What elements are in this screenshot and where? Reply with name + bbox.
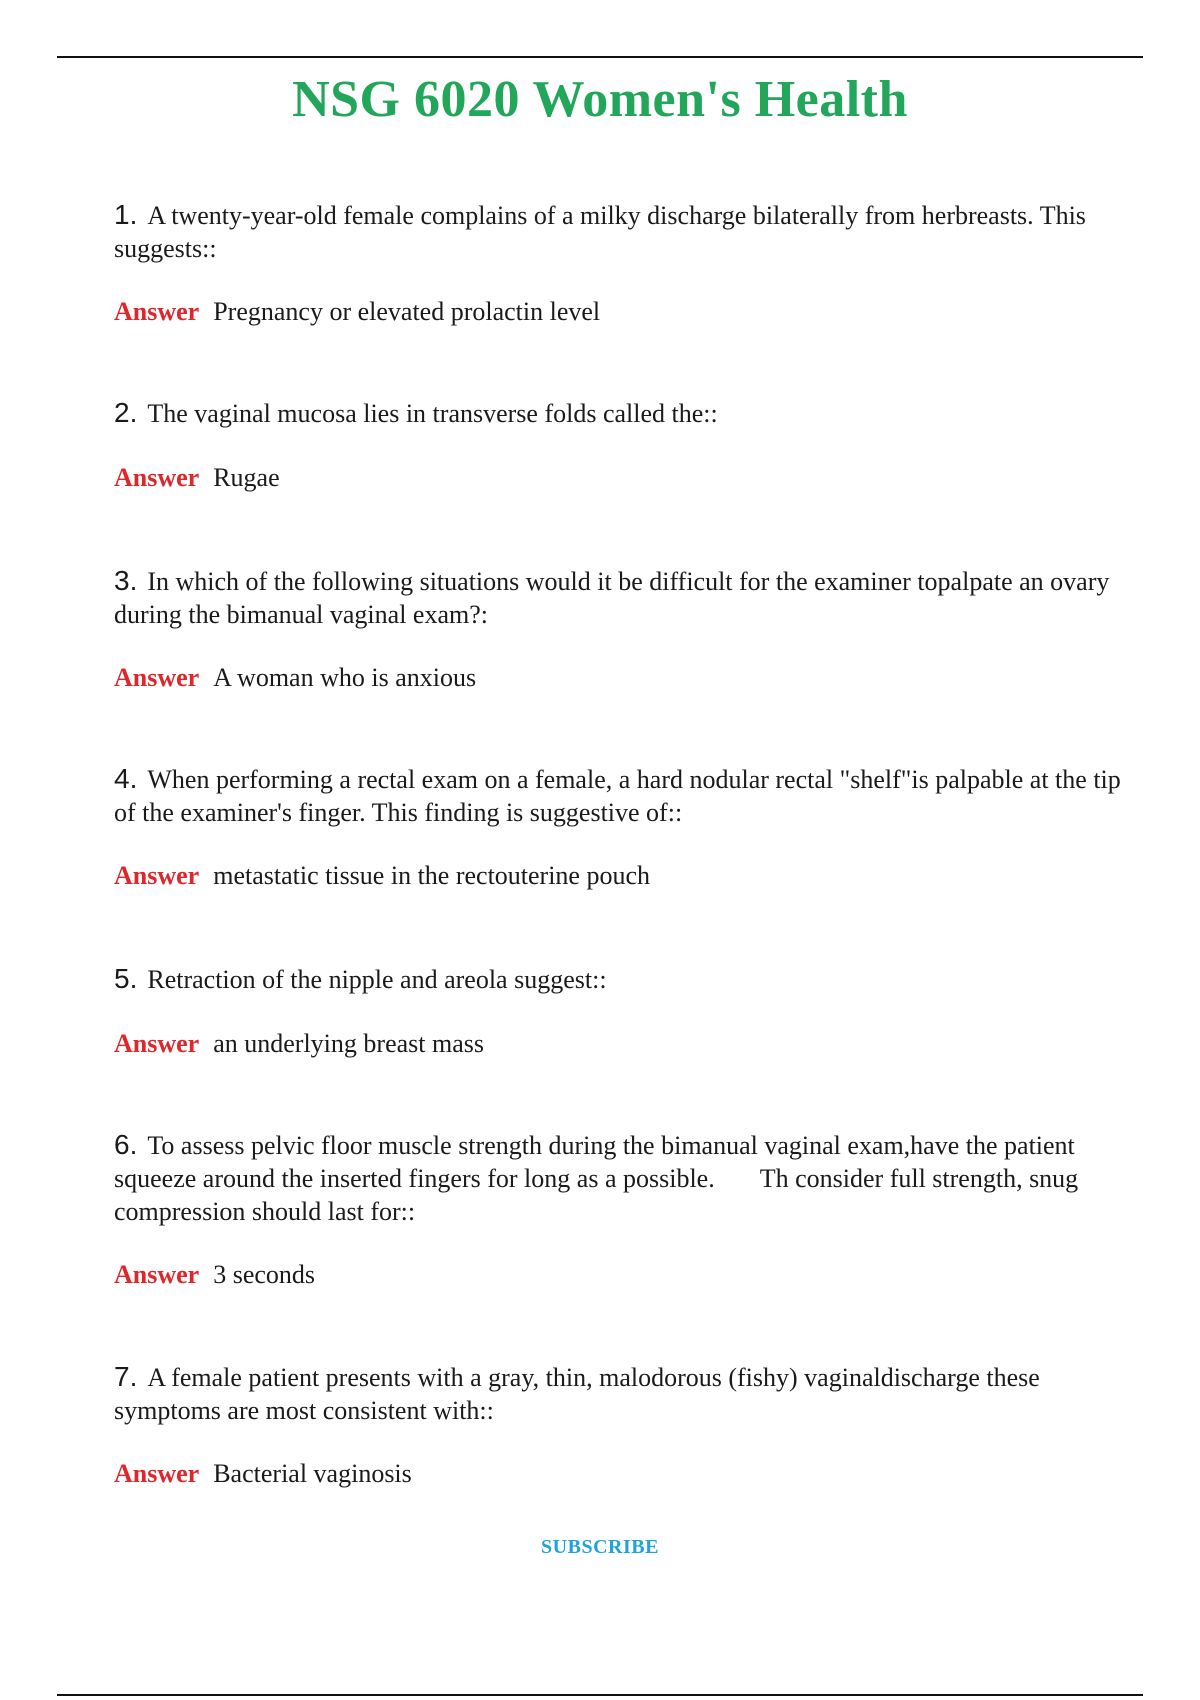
question-number: 4. xyxy=(114,763,138,794)
answer-text: Pregnancy or elevated prolactin level xyxy=(213,297,601,326)
question-text: The vaginal mucosa lies in transverse folds called the:: xyxy=(147,399,718,428)
answer-text: metastatic tissue in the rectouterine pouch xyxy=(213,861,651,890)
qa-item-7 xyxy=(114,1360,1134,1488)
question xyxy=(114,396,1134,430)
question-text: When performing a rectal exam on a female, a hard nodular rectal "shelf"is palpable at the tip of the examiner's finger. This finding is suggestive of:: xyxy=(114,765,1121,827)
qa-item-1 xyxy=(114,198,1134,326)
question-number: 7. xyxy=(114,1361,138,1392)
answer-label: Answer xyxy=(114,1459,200,1488)
question-number: 6. xyxy=(114,1129,138,1160)
answer xyxy=(114,295,600,328)
question xyxy=(114,962,1134,996)
question xyxy=(114,1128,1134,1228)
answer xyxy=(114,661,476,694)
question-text: A female patient presents with a gray, thin, malodorous (fishy) vaginaldischarge these symptoms are most consistent with:: xyxy=(114,1363,1040,1425)
qa-item-5 xyxy=(114,962,1134,1058)
answer-label: Answer xyxy=(114,463,200,492)
question-number: 5. xyxy=(114,963,138,994)
subscribe-link[interactable]: SUBSCRIBE xyxy=(541,1536,659,1558)
question xyxy=(114,762,1134,829)
answer-text: A woman who is anxious xyxy=(213,663,477,692)
answer-label: Answer xyxy=(114,1260,200,1289)
question-text: Retraction of the nipple and areola suggest:: xyxy=(147,965,607,994)
question-number: 2. xyxy=(114,397,138,428)
answer-label: Answer xyxy=(114,663,200,692)
qa-item-3 xyxy=(114,564,1134,692)
answer xyxy=(114,1457,412,1490)
question-text: A twenty-year-old female complains of a milky discharge bilaterally from herbreasts. This suggests:: xyxy=(114,201,1086,263)
answer-text: 3 seconds xyxy=(213,1260,316,1289)
qa-item-2 xyxy=(114,396,1134,492)
page-title: NSG 6020 Women's Health xyxy=(292,71,908,128)
question xyxy=(114,564,1134,631)
answer-text: an underlying breast mass xyxy=(213,1029,484,1058)
answer xyxy=(114,859,650,892)
question xyxy=(114,1360,1134,1427)
question-number: 3. xyxy=(114,565,138,596)
question-number: 1. xyxy=(114,199,138,230)
answer xyxy=(114,1027,484,1060)
qa-item-6 xyxy=(114,1128,1134,1289)
qa-item-4 xyxy=(114,762,1134,890)
answer-text: Rugae xyxy=(213,463,280,492)
answer xyxy=(114,1258,315,1291)
answer-label: Answer xyxy=(114,297,200,326)
question-text: To assess pelvic floor muscle strength during the bimanual vaginal exam,have the patient squeeze around the inserted fingers for long as a possible. Th consider full strength, snug compression should last for:: xyxy=(114,1131,1085,1226)
question xyxy=(114,198,1134,265)
answer-text: Bacterial vaginosis xyxy=(213,1459,412,1488)
answer xyxy=(114,461,280,494)
answer-label: Answer xyxy=(114,861,200,890)
bottom-rule xyxy=(57,1694,1143,1696)
top-rule xyxy=(57,56,1143,58)
question-text: In which of the following situations would it be difficult for the examiner topalpate an ovary during the bimanual vaginal exam?: xyxy=(114,567,1110,629)
answer-label: Answer xyxy=(114,1029,200,1058)
